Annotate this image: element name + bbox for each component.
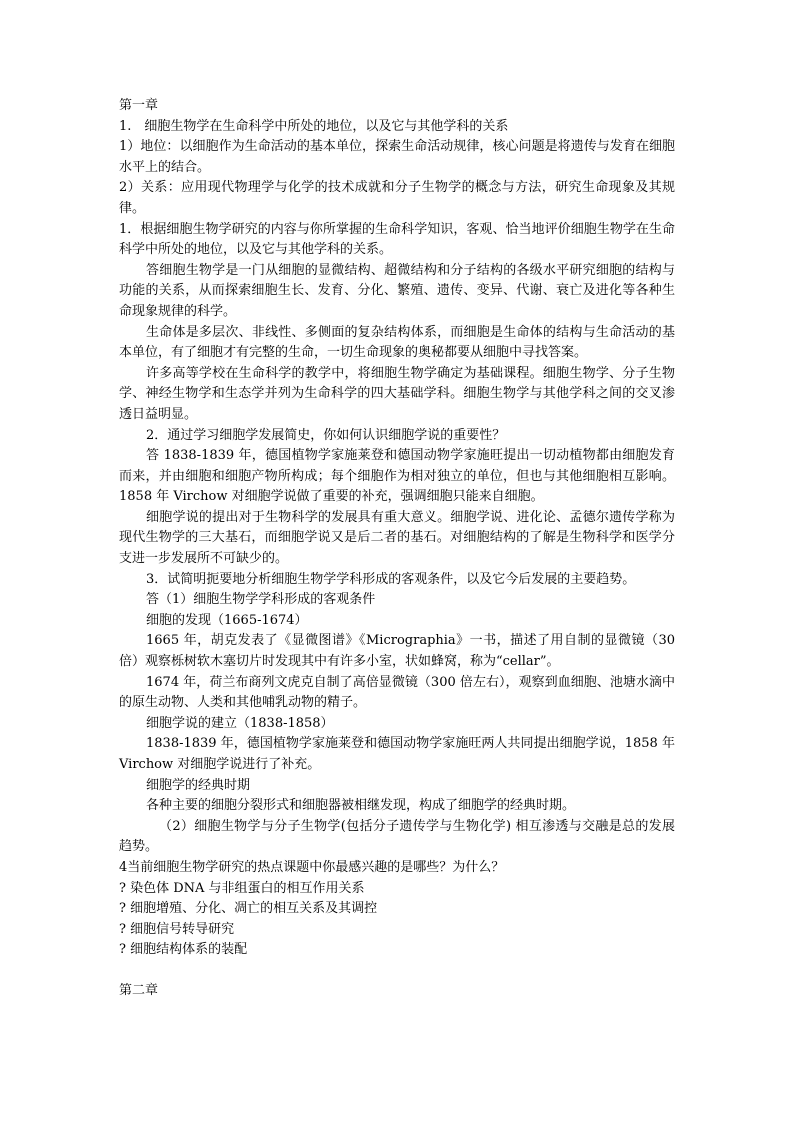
list-item: ? 染色体 DNA 与非组蛋白的相互作用关系 (119, 880, 365, 896)
subheading-discovery: 细胞的发现（1665-1674） (146, 612, 308, 628)
question-1-heading: 1. 细胞生物学在生命科学中所处的地位，以及它与其他学科的关系 (119, 118, 509, 134)
paragraph: 各种主要的细胞分裂形式和细胞器被相继发现，构成了细胞学的经典时期。 (146, 798, 576, 814)
spacer (119, 961, 675, 981)
paragraph-trend: （2）细胞生物学与分子生物学(包括分子遗传学与生物化学) 相互渗透与交融是总的发展趋势。 (119, 818, 675, 855)
question-relation: 1．根据细胞生物学研究的内容与你所掌握的生命科学知识，客观、恰当地评价细胞生物学在生命科学中所处的地位，以及它与其他学科的关系。 (119, 221, 675, 258)
paragraph: 1838-1839 年，德国植物学家施莱登和德国动物学家施旺两人共同提出细胞学说，1858 年 Virchow 对细胞学说进行了补充。 (119, 736, 675, 772)
list-item: ? 细胞信号转导研究 (119, 921, 235, 937)
answer-relation: 2）关系：应用现代物理学与化学的技术成就和分子生物学的概念与方法，研究生命现象及其规律。 (119, 180, 675, 216)
paragraph: 许多高等学校在生命科学的教学中，将细胞生物学确定为基础课程。细胞生物学、分子生物学、神经生物学和生态学并列为生命科学的四大基础学科。细胞生物学与其他学科之间的交叉渗透日益明显。 (119, 365, 675, 422)
hot-topics-list (119, 879, 675, 961)
paragraph: 细胞学说的提出对于生物科学的发展具有重大意义。细胞学说、进化论、孟德尔遗传学称为现代生物学的三大基石，而细胞学说又是后二者的基石。对细胞结构的了解是生物科学和医学分支进一步发展所不可缺少的。 (119, 509, 675, 567)
subheading-theory: 细胞学说的建立（1838-1858） (146, 715, 334, 731)
document-page (119, 96, 675, 1002)
question-history: 2．通过学习细胞学发展简史，你如何认识细胞学说的重要性？ (146, 427, 506, 443)
answer-heading: 答（1）细胞生物学学科形成的客观条件 (146, 592, 376, 608)
chapter-1-heading: 第一章 (119, 98, 159, 113)
paragraph: 1665 年，胡克发表了《显微图谱》《Micrographia》一书，描述了用自制的显微镜（30 倍）观察栎树软木塞切片时发现其中有许多小室，状如蜂窝，称为“cellar”。 (119, 633, 675, 670)
question-hot-topics: 4当前细胞生物学研究的热点课题中你最感兴趣的是哪些？为什么？ (119, 859, 505, 875)
list-item: ? 细胞结构体系的装配 (119, 942, 248, 958)
paragraph: 答细胞生物学是一门从细胞的显微结构、超微结构和分子结构的各级水平研究细胞的结构与功能的关系，从而探索细胞生长、发育、分化、繁殖、遗传、变异、代谢、衰亡及进化等各种生命现象规律的科学。 (119, 262, 675, 319)
answer-position: 1）地位：以细胞作为生命活动的基本单位，探索生命活动规律，核心问题是将遗传与发育在细胞水平上的结合。 (119, 139, 675, 175)
paragraph: 生命体是多层次、非线性、多侧面的复杂结构体系，而细胞是生命体的结构与生命活动的基本单位，有了细胞才有完整的生命，一切生命现象的奥秘都要从细胞中寻找答案。 (119, 324, 675, 361)
paragraph: 1674 年，荷兰布商列文虎克自制了高倍显微镜（300 倍左右），观察到血细胞、池塘水滴中的原生动物、人类和其他哺乳动物的精子。 (119, 674, 675, 711)
question-trend: 3．试简明扼要地分析细胞生物学学科形成的客观条件，以及它今后发展的主要趋势。 (146, 571, 636, 587)
subheading-classic: 细胞学的经典时期 (146, 777, 251, 793)
list-item: ? 细胞增殖、分化、凋亡的相互关系及其调控 (119, 901, 378, 917)
chapter-2-heading: 第二章 (119, 982, 159, 998)
paragraph: 答 1838-1839 年，德国植物学家施莱登和德国动物学家施旺提出一切动植物都由细胞发育而来，并由细胞和细胞产物所构成；每个细胞作为相对独立的单位，但也与其他细胞相互影响。1858 年 Virchow 对细胞学说做了重要的补充，强调细胞只能来自细胞。 (119, 448, 675, 505)
